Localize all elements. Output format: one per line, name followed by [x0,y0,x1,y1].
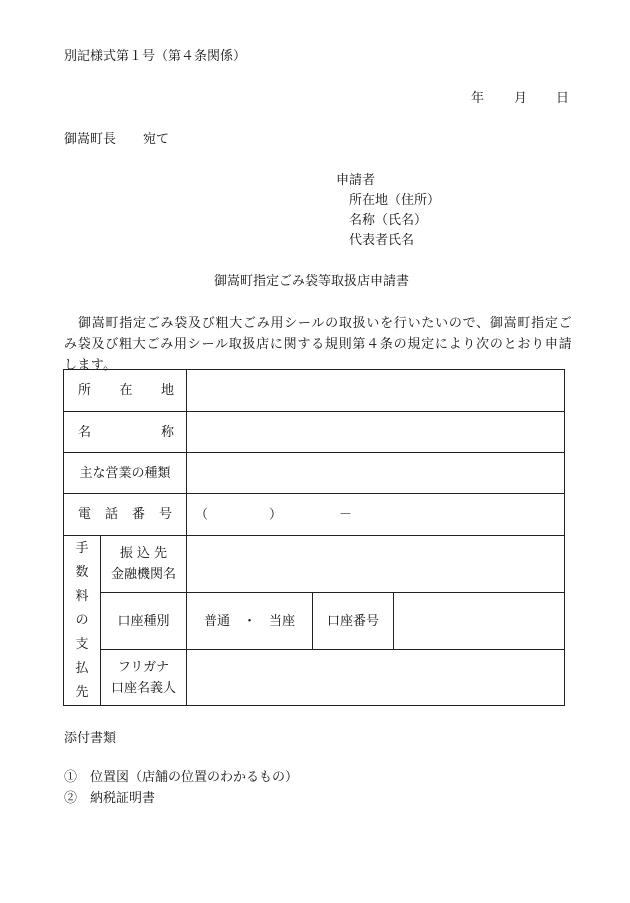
row-phone [64,494,565,536]
addressee-name: 御嵩町長 [64,132,117,147]
application-table [63,369,565,706]
label-char: 先 [75,684,89,700]
location-field[interactable] [187,370,565,412]
phone-dash: － [339,507,353,522]
label-char: 手 [75,540,89,556]
phone-field[interactable] [187,494,565,536]
label-account-type: 口座種別 [101,593,187,650]
row-name [64,412,565,453]
document-title: 御嵩町指定ごみ袋等取扱店申請書 [214,274,410,289]
label-char: 地 [161,383,175,398]
phone-paren-open: （ [195,507,209,522]
name-field[interactable] [187,412,565,453]
account-type-options[interactable]: 普通 ・ 当座 [187,593,313,650]
row-holder [64,650,565,706]
label-char: 在 [119,383,133,398]
label-phone [64,494,187,536]
account-number-field[interactable] [394,593,565,650]
label-bank [101,536,187,593]
applicant-name: 名称（氏名） [349,213,428,228]
label-char: 番 [132,507,146,522]
label-holder [101,650,187,706]
label-furigana: フリガナ [117,659,170,675]
applicant-address: 所在地（住所） [349,193,441,208]
label-char: 払 [75,660,89,676]
label-char: 所 [78,383,92,398]
row-bank [64,536,565,593]
label-char: の [75,612,89,628]
row-location [64,370,565,412]
label-bank-line2: 金融機関名 [111,567,177,582]
label-location [64,370,187,412]
form-number: 別記様式第１号（第４条関係） [64,49,247,64]
label-char: 支 [75,636,89,652]
applicant-heading: 申請者 [336,173,376,188]
label-account-number: 口座番号 [313,593,394,650]
addressee-suffix: 宛て [143,132,170,147]
label-char: 号 [159,507,173,522]
date-month: 月 [514,91,528,106]
label-char: 数 [75,564,89,580]
business-type-field[interactable] [187,453,565,494]
account-holder-field[interactable] [187,650,565,706]
label-name [64,412,187,453]
label-account-holder: 口座名義人 [111,680,177,696]
date-day: 日 [556,91,570,106]
attachment-item: ① 位置図（店舗の位置のわかるもの） [64,770,299,785]
date-year: 年 [471,91,485,106]
label-bank-line1: 振 込 先 [119,546,168,561]
label-char: 料 [75,588,89,604]
label-fee-payee [64,536,101,706]
applicant-representative: 代表者氏名 [349,233,415,248]
attachments-heading: 添付書類 [64,731,117,746]
label-char: 称 [161,424,175,440]
label-char: 話 [105,507,119,522]
phone-paren-close: ） [269,507,283,522]
label-business-type: 主な営業の種類 [64,453,187,494]
body-text: 御嵩町指定ごみ袋及び粗大ごみ用シールの取扱いを行いたいので、御嵩町指定ごみ袋及び粗大ごみ用シール取扱店に関する規則第４条の規定により次のとおり申請します。 [64,316,572,373]
row-account [64,593,565,650]
row-business-type [64,453,565,494]
bank-field[interactable] [187,536,565,593]
attachment-item: ② 納税証明書 [64,791,156,806]
label-char: 名 [78,424,92,440]
label-char: 電 [78,507,92,522]
